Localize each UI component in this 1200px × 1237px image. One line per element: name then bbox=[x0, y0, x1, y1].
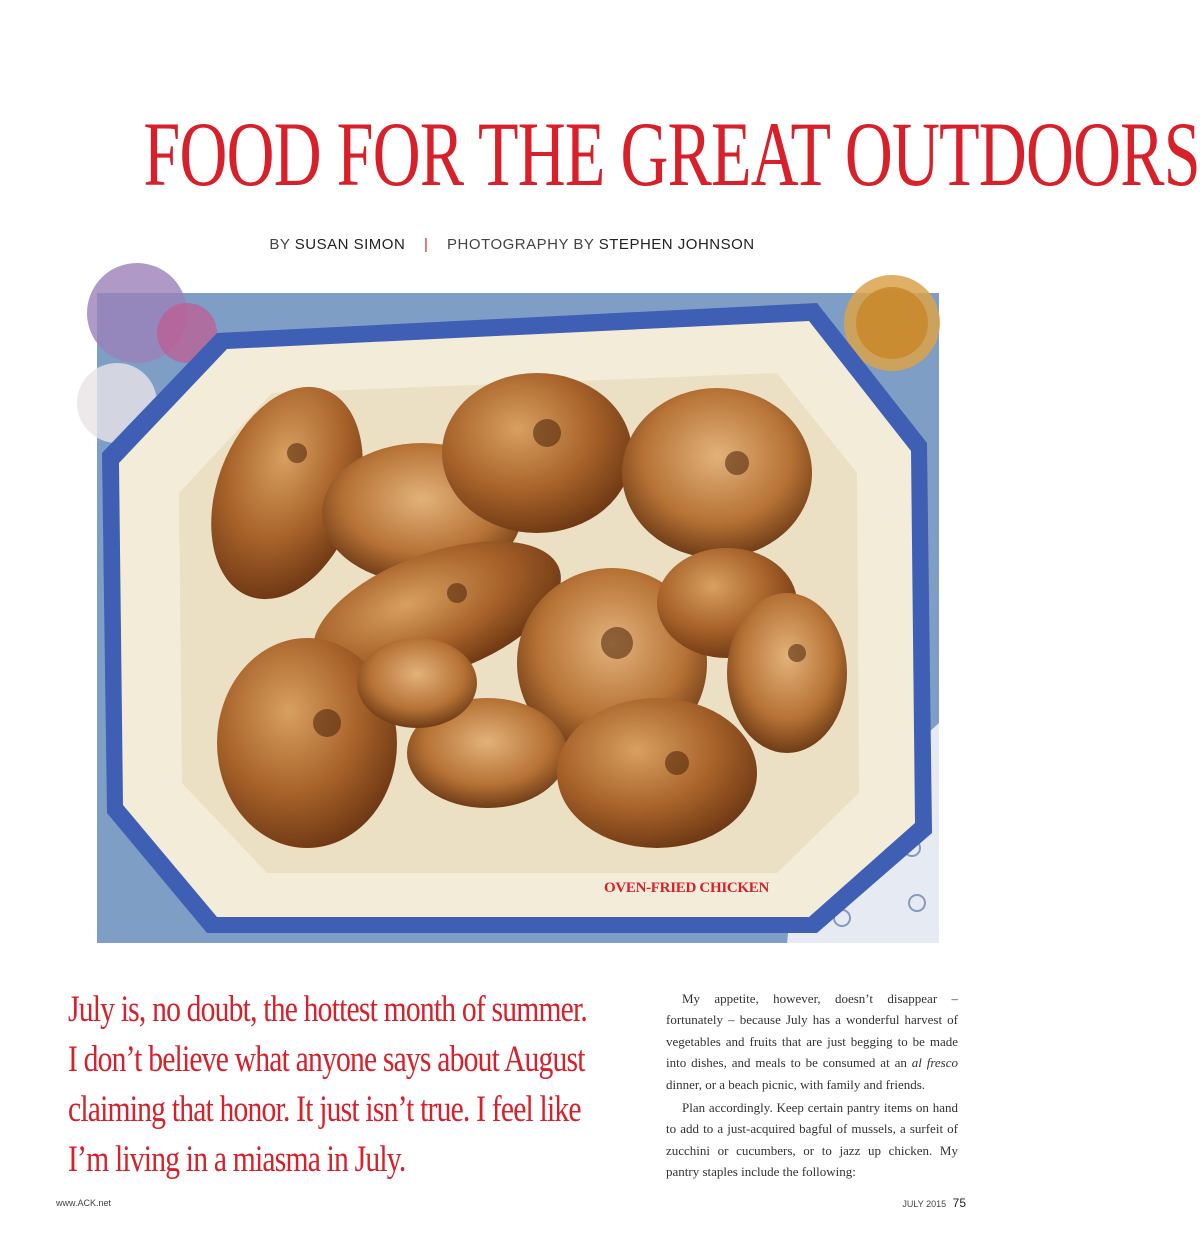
byline-author: SUSAN SIMON bbox=[294, 236, 406, 253]
footer-website: www.ACK.net bbox=[56, 1198, 112, 1208]
byline-photo-label: PHOTOGRAPHY BY bbox=[447, 236, 595, 253]
pull-quote-line: July is, no doubt, the hottest month of summer. bbox=[68, 989, 588, 1030]
chicken-platter-illustration bbox=[97, 293, 939, 943]
hero-photo bbox=[97, 293, 939, 943]
footer-folio bbox=[902, 1196, 966, 1210]
body-text-run: My appetite, however, doesn’t disappear – fortunately – because July has a wonderful harvest of vegetables and fruits that are just begging to be made into dishes, and meals to be consumed at an bbox=[666, 991, 958, 1071]
pull-quote-line: I’m living in a miasma in July. bbox=[68, 1139, 406, 1180]
photo-caption: OVEN-FRIED CHICKEN bbox=[603, 880, 769, 896]
byline-by: BY bbox=[269, 236, 291, 253]
pull-quote bbox=[68, 985, 668, 1185]
body-italic-run: al fresco bbox=[911, 1055, 958, 1071]
pull-quote-line: I don’t believe what anyone says about August bbox=[68, 1039, 585, 1080]
body-paragraph: Plan accordingly. Keep certain pantry items on hand to add to a just-acquired bagful of mussels, a surfeit of zucchini or cucumbers, or to jazz up chicken. My pantry staples include the following: bbox=[666, 1100, 958, 1180]
byline-photographer: STEPHEN JOHNSON bbox=[598, 236, 755, 253]
pull-quote-line: claiming that honor. It just isn’t true. I feel like bbox=[68, 1089, 581, 1130]
body-text-run: dinner, or a beach picnic, with family and friends. bbox=[666, 1076, 926, 1092]
body-column bbox=[666, 988, 958, 1185]
article-title: FOOD FOR THE GREAT OUTDOORS bbox=[143, 103, 1200, 205]
footer-issue: JULY 2015 bbox=[902, 1199, 947, 1209]
byline bbox=[0, 236, 1024, 253]
page-number: 75 bbox=[952, 1196, 966, 1210]
body-paragraph bbox=[666, 988, 958, 1095]
byline-separator: | bbox=[423, 236, 429, 253]
